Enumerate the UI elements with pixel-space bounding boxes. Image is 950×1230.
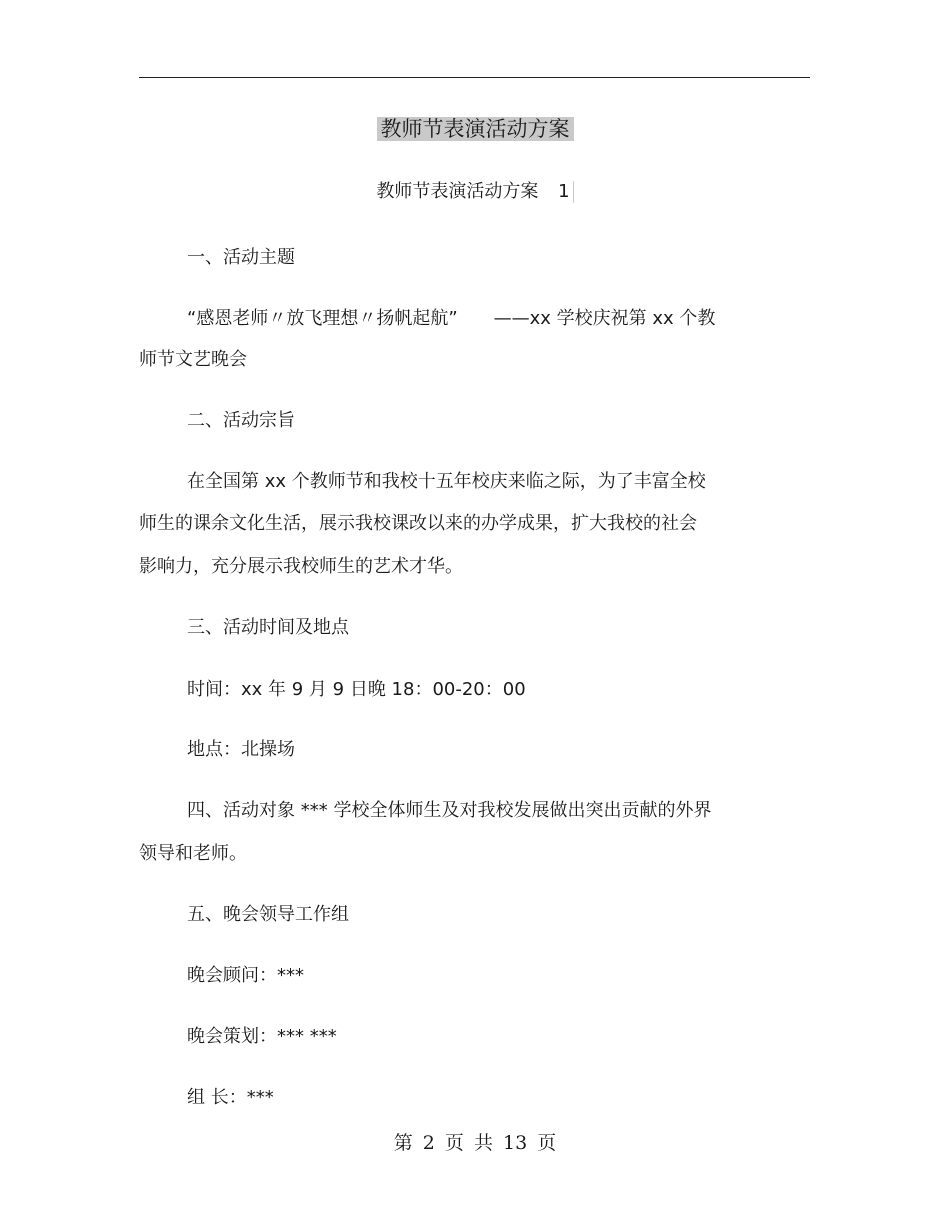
- document-subtitle-number: 1: [558, 181, 570, 202]
- paragraph-line: 师节文艺晚会: [139, 349, 247, 370]
- section-heading-audience: 四、活动对象 *** 学校全体师生及对我校发展做出突出贡献的外界: [187, 800, 712, 821]
- section-heading-time-place: 三、活动时间及地点: [187, 617, 349, 638]
- section-heading-leadership: 五、晚会领导工作组: [187, 904, 349, 925]
- header-rule: [139, 77, 810, 78]
- document-title: [0, 113, 950, 145]
- document-subtitle-text: 教师节表演活动方案: [376, 181, 539, 202]
- section-heading-theme: 一、活动主题: [187, 247, 295, 268]
- page-footer: 第 2 页 共 13 页: [393, 1132, 557, 1154]
- document-subtitle: [0, 178, 950, 206]
- paragraph-line-advisor: 晚会顾问：***: [187, 965, 304, 986]
- paragraph-line-leader: 组 长：***: [187, 1087, 274, 1108]
- document-title-text: 教师节表演活动方案: [377, 117, 574, 141]
- paragraph-line: “感恩老师〃放飞理想〃扬帆起航” ——xx 学校庆祝第 xx 个教: [187, 308, 716, 329]
- paragraph-line: 师生的课余文化生活，展示我校课改以来的办学成果，扩大我校的社会: [139, 513, 697, 534]
- paragraph-line: 在全国第 xx 个教师节和我校十五年校庆来临之际，为了丰富全校: [187, 471, 706, 492]
- paragraph-line: 领导和老师。: [139, 843, 247, 864]
- paragraph-line: 影响力，充分展示我校师生的艺术才华。: [139, 556, 463, 577]
- text-cursor: [573, 181, 574, 203]
- section-heading-purpose: 二、活动宗旨: [187, 410, 295, 431]
- paragraph-line-time: 时间：xx 年 9 月 9 日晚 18：00-20：00: [187, 679, 526, 700]
- paragraph-line-place: 地点：北操场: [187, 739, 295, 760]
- paragraph-line-planner: 晚会策划：*** ***: [187, 1026, 337, 1047]
